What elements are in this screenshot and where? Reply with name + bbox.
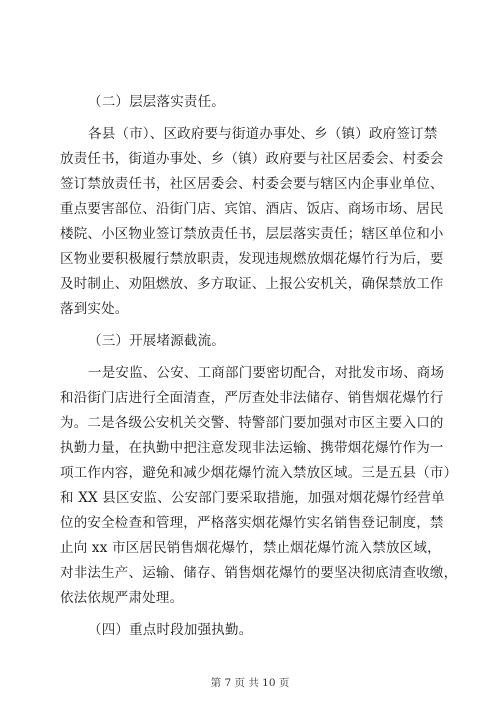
paragraph-line: 落到实处。 [60,301,129,317]
paragraph-line: 项工作内容，避免和减少烟花爆竹流入禁放区域。三是五县（市） [60,465,458,481]
heading-section-4: （四）重点时段加强执勤。 [88,622,253,638]
paragraph-line: 依法依规严肃处理。 [60,590,184,606]
paragraph-line: 执勤力量，在执勤中把注意发现非法运输、携带烟花爆竹作为一 [60,440,444,456]
heading-section-3: （三）开展堵源截流。 [88,333,225,349]
paragraph-line: 止向 xx 市区居民销售烟花爆竹，禁止烟花爆竹流入禁放区域， [60,540,441,556]
paragraph-line: 一是安监、公安、工商部门要密切配合，对批发市场、商场 [88,365,445,381]
heading-section-2: （二）层层落实责任。 [88,94,225,110]
paragraph-line: 及时制止、劝阻燃放、多方取证、上报公安机关，确保禁放工作 [60,276,444,292]
paragraph-line: 各县（市）、区政府要与街道办事处、乡（镇）政府签订禁 [88,126,438,142]
paragraph-line: 区物业要积极履行禁放职责，发现违规燃放烟花爆竹行为后，要 [60,251,444,267]
paragraph-line: 和 XX 县区安监、公安部门要采取措施，加强对烟花爆竹经营单 [60,490,445,506]
paragraph-line: 对非法生产、运输、储存、销售烟花爆竹的要坚决彻底清查收缴， [60,565,458,581]
paragraph-line: 为。二是各级公安机关交警、特警部门要加强对市区主要入口的 [60,415,444,431]
paragraph-line: 重点要害部位、沿街门店、宾馆、酒店、饭店、商场市场、居民 [60,201,444,217]
page-number-footer: 第 7 页 共 10 页 [210,677,290,689]
paragraph-line: 位的安全检查和管理，严格落实烟花爆竹实名销售登记制度，禁 [60,515,444,531]
paragraph-line: 楼院、小区物业签订禁放责任书，层层落实责任；辖区单位和小 [60,226,444,242]
paragraph-line: 签订禁放责任书，社区居委会、村委会要与辖区内企事业单位、 [60,176,444,192]
paragraph-line: 放责任书，街道办事处、乡（镇）政府要与社区居委会、村委会 [60,151,444,167]
paragraph-line: 和沿街门店进行全面清查，严厉查处非法储存、销售烟花爆竹行 [60,390,444,406]
